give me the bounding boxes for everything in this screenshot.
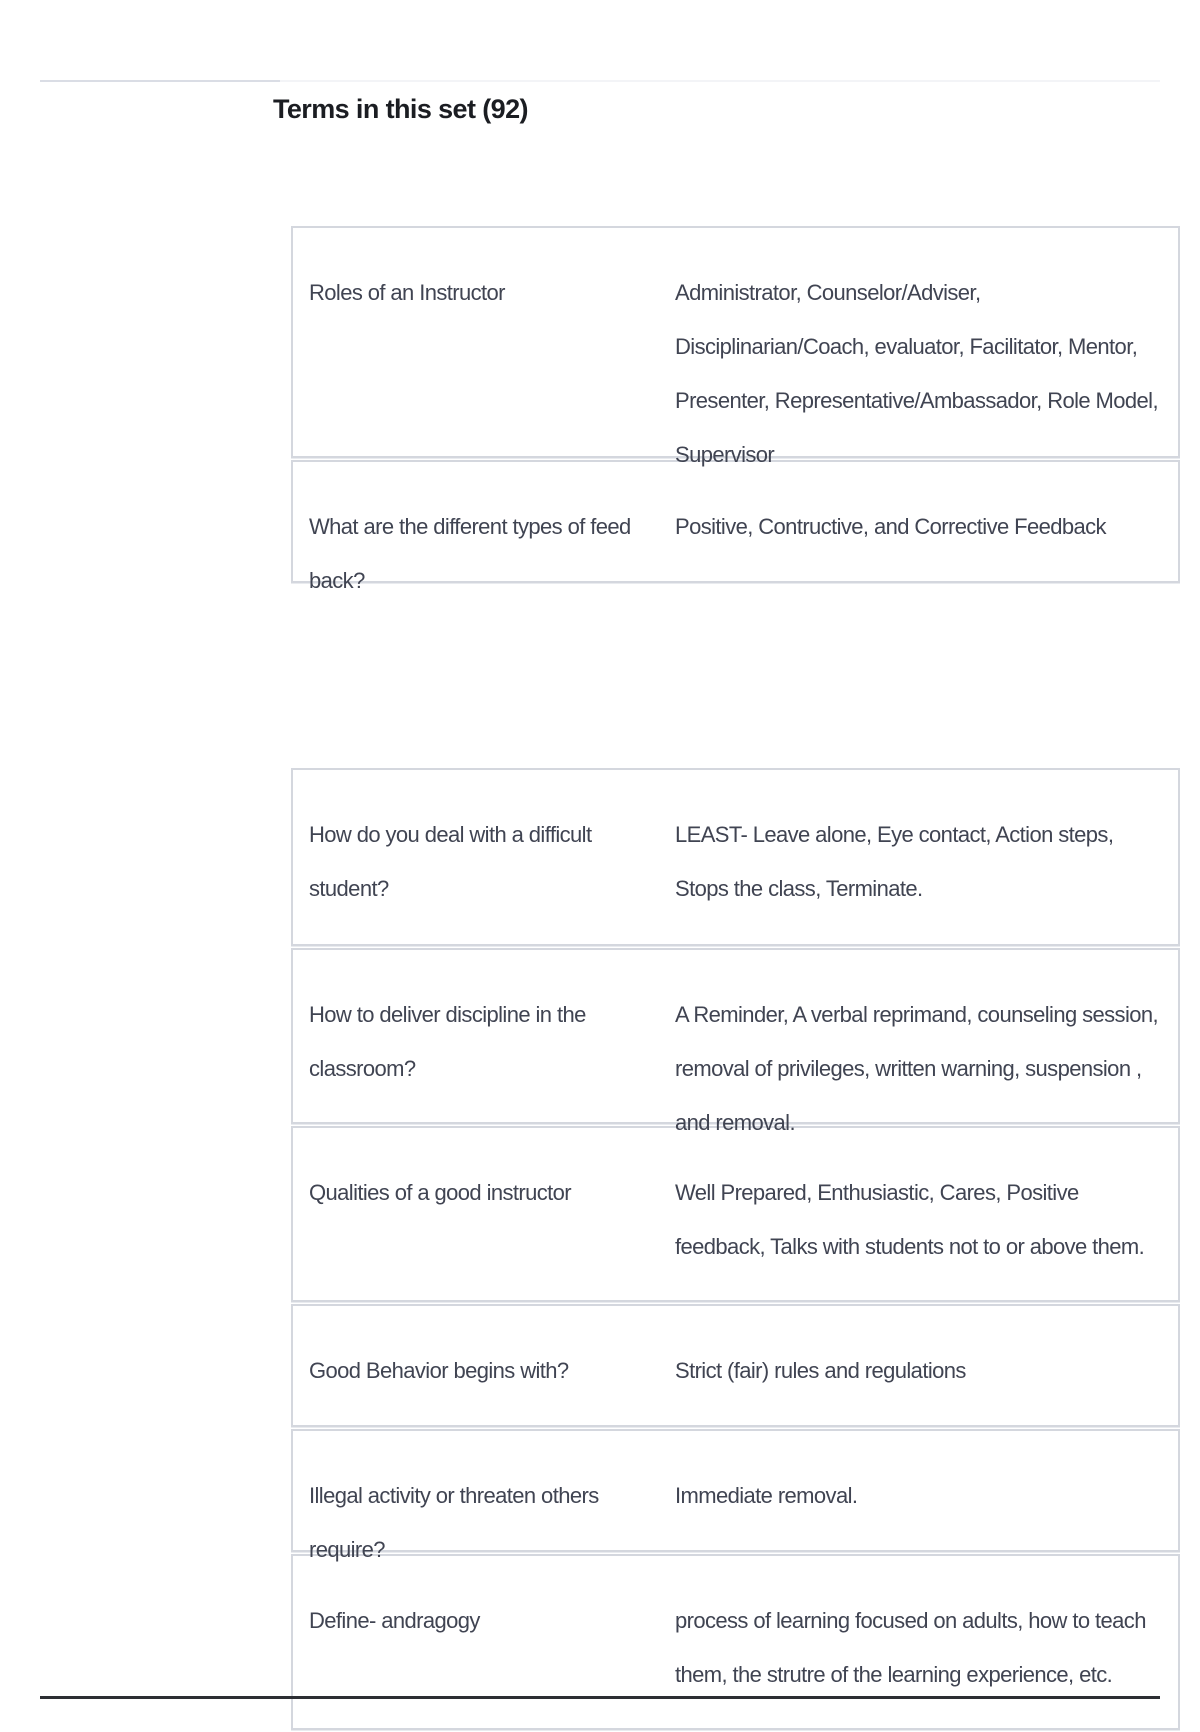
term-word: Qualities of a good instructor [309, 1180, 572, 1205]
term-card [291, 1126, 1180, 1302]
term-word: Illegal activity or threaten others require? [309, 1483, 599, 1562]
term-card [291, 768, 1180, 946]
term-card [291, 1429, 1180, 1562]
term-definition: Strict (fair) rules and regulations [675, 1358, 966, 1383]
term-card [291, 226, 1180, 467]
term-word: What are the different types of feed back? [309, 514, 631, 593]
term-group [291, 768, 1180, 1732]
term-definition: process of learning focused on adults, how to teach them, the strutre of the learning experience, etc. [675, 1608, 1146, 1687]
term-word: Roles of an Instructor [309, 280, 505, 305]
top-divider [40, 80, 1160, 82]
term-definition: Immediate removal. [675, 1483, 858, 1508]
term-definition: A Reminder, A verbal reprimand, counseling session, removal of privileges, written warning, suspension , and removal. [675, 1002, 1159, 1135]
term-card [291, 1304, 1180, 1427]
term-definition: LEAST- Leave alone, Eye contact, Action steps, Stops the class, Terminate. [675, 822, 1114, 901]
term-word: How do you deal with a difficult student? [309, 822, 592, 901]
term-definition: Well Prepared, Enthusiastic, Cares, Positive feedback, Talks with students not to or above them. [675, 1180, 1145, 1259]
bottom-divider [40, 1696, 1160, 1699]
set-title: Terms in this set (92) [273, 94, 528, 124]
term-card [291, 460, 1180, 593]
term-card [291, 948, 1180, 1135]
term-group [291, 226, 1180, 593]
term-word: Define- andragogy [309, 1608, 480, 1633]
term-card [291, 1554, 1180, 1730]
term-word: Good Behavior begins with? [309, 1358, 569, 1383]
term-definition: Administrator, Counselor/Adviser, Disciplinarian/Coach, evaluator, Facilitator, Mentor, Presenter, Representative/Ambassador, Role Model, Supervisor [675, 280, 1158, 467]
term-word: How to deliver discipline in the classroom? [309, 1002, 586, 1081]
term-definition: Positive, Contructive, and Corrective Feedback [675, 514, 1106, 539]
